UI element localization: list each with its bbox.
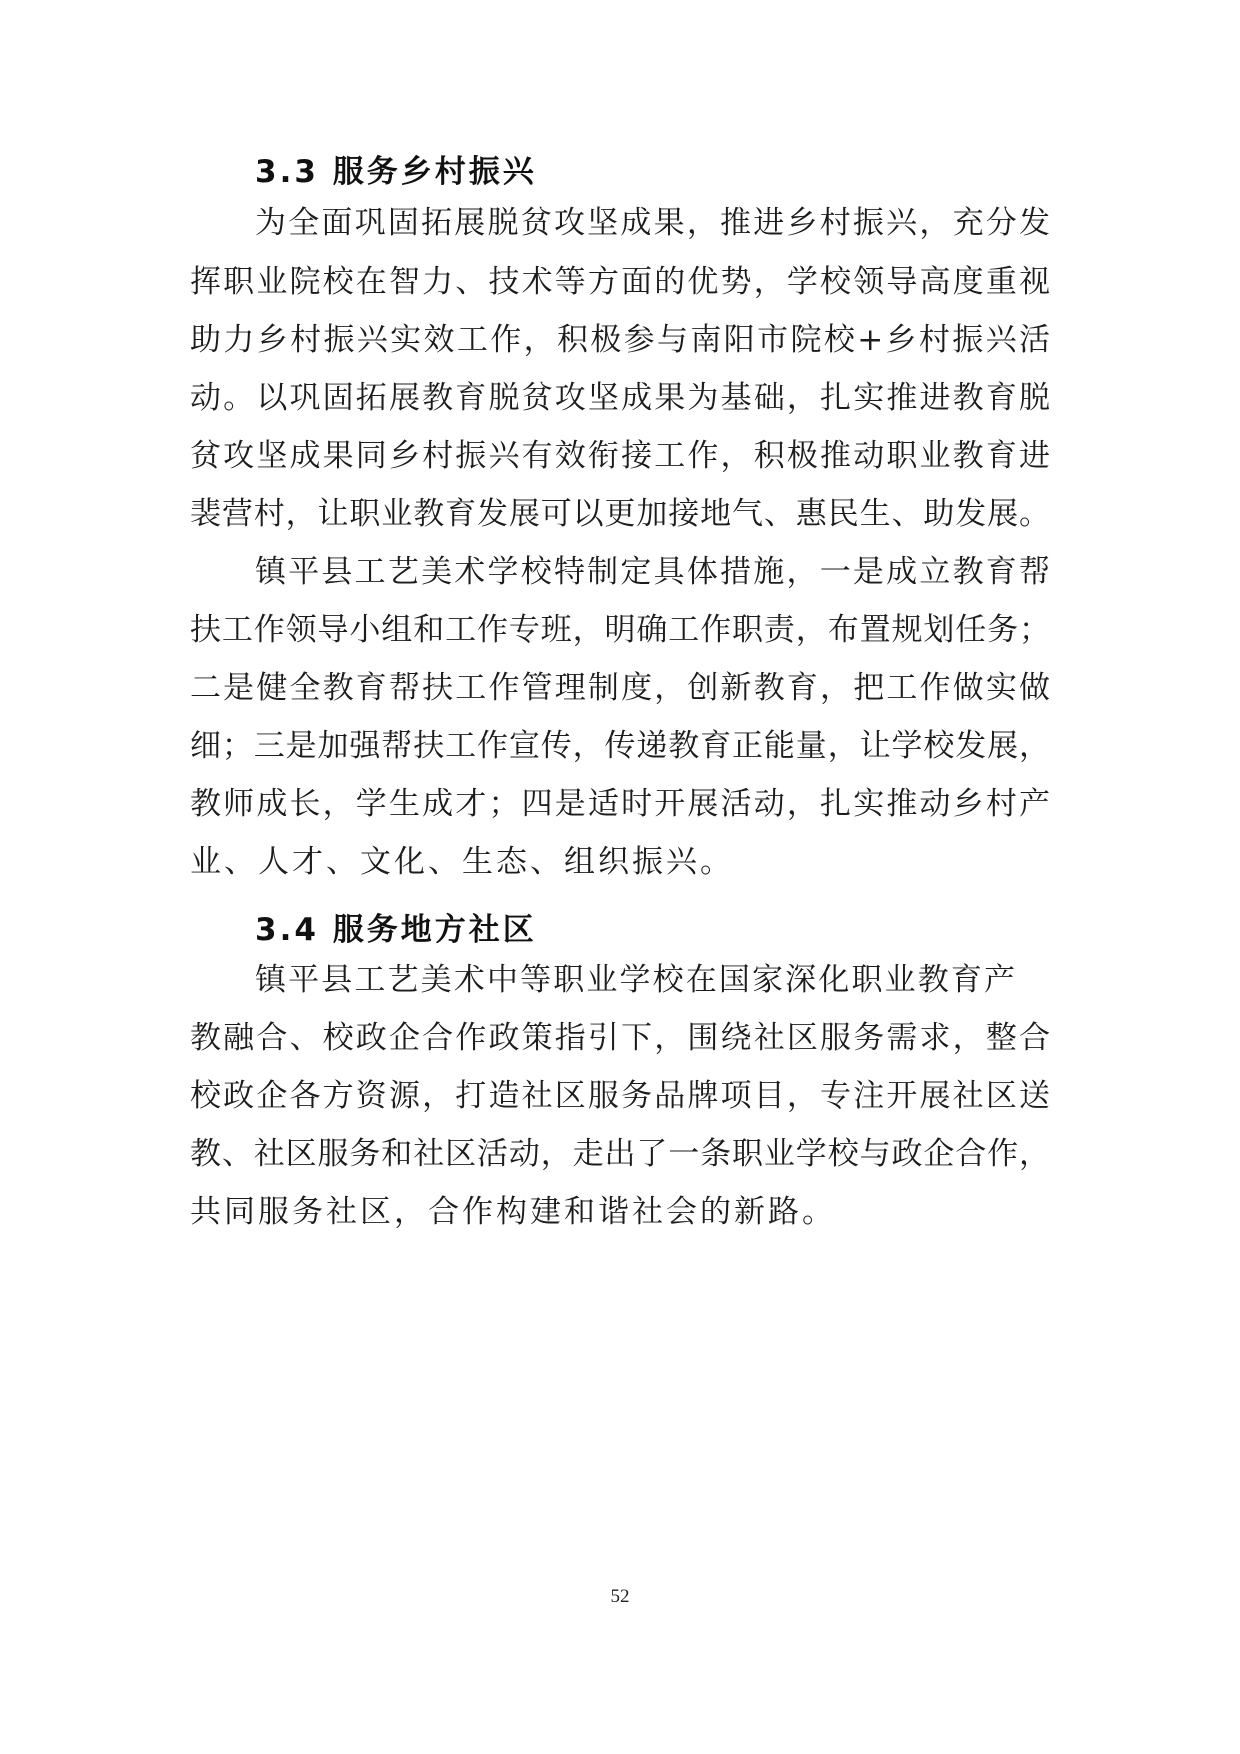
paragraph-line: 扶工作领导小组和工作专班，明确工作职责，布置规划任务； bbox=[190, 612, 1050, 648]
paragraph-line: 为全面巩固拓展脱贫攻坚成果，推进乡村振兴，充分发 bbox=[255, 205, 1050, 241]
paragraph-line: 教融合、校政企合作政策指引下，围绕社区服务需求，整合 bbox=[190, 1020, 1050, 1056]
section-heading-3-3: 3.3 服务乡村振兴 bbox=[255, 154, 537, 190]
paragraph-line: 共同服务社区，合作构建和谐社会的新路。 bbox=[190, 1194, 836, 1230]
page-number: 52 bbox=[610, 1586, 630, 1607]
paragraph-line: 二是健全教育帮扶工作管理制度，创新教育，把工作做实做 bbox=[190, 670, 1050, 706]
paragraph-line: 助力乡村振兴实效工作，积极参与南阳市院校+乡村振兴活 bbox=[190, 322, 1050, 358]
paragraph-line: 贫攻坚成果同乡村振兴有效衔接工作，积极推动职业教育进 bbox=[190, 438, 1050, 474]
paragraph-line: 细；三是加强帮扶工作宣传，传递教育正能量，让学校发展， bbox=[190, 728, 1050, 764]
paragraph-line: 校政企各方资源，打造社区服务品牌项目，专注开展社区送 bbox=[190, 1078, 1050, 1114]
paragraph-line: 镇平县工艺美术学校特制定具体措施，一是成立教育帮 bbox=[255, 554, 1050, 590]
paragraph-line: 教、社区服务和社区活动，走出了一条职业学校与政企合作， bbox=[190, 1136, 1050, 1172]
paragraph-line: 教师成长，学生成才；四是适时开展活动，扎实推动乡村产 bbox=[190, 786, 1050, 822]
paragraph-line: 业、人才、文化、生态、组织振兴。 bbox=[190, 844, 734, 880]
section-heading-3-4: 3.4 服务地方社区 bbox=[255, 912, 537, 948]
paragraph-line: 镇平县工艺美术中等职业学校在国家深化职业教育产 bbox=[255, 962, 1015, 998]
paragraph-line: 动。以巩固拓展教育脱贫攻坚成果为基础，扎实推进教育脱 bbox=[190, 380, 1050, 416]
paragraph-line: 裴营村，让职业教育发展可以更加接地气、惠民生、助发展。 bbox=[190, 496, 1050, 532]
paragraph-line: 挥职业院校在智力、技术等方面的优势，学校领导高度重视 bbox=[190, 264, 1050, 300]
